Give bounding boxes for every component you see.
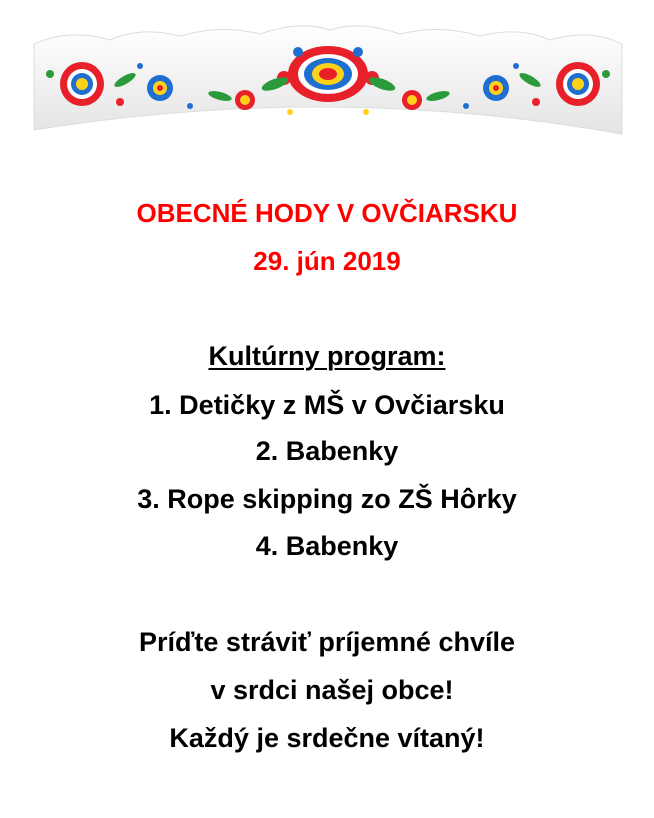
invitation-line-2: v srdci našej obce!: [210, 675, 454, 705]
program-item-2: 2. Babenky: [255, 436, 399, 466]
invitation-line-1: Príďte stráviť príjemné chvíle: [139, 627, 515, 657]
invitation-line-3: Každý je srdečne vítaný!: [169, 723, 485, 753]
event-title: OBECNÉ HODY V OVČIARSKU: [136, 198, 518, 228]
program-item-4: 4. Babenky: [255, 531, 399, 561]
program-heading-text: Kultúrny program:: [208, 341, 446, 371]
event-date: 29. jún 2019: [253, 246, 401, 276]
program-item-3: 3. Rope skipping zo ZŠ Hôrky: [137, 484, 517, 514]
folk-floral-ornament: [30, 22, 626, 142]
left-flower-icon: [60, 62, 104, 106]
program-heading: [0, 340, 654, 372]
right-flower-icon: [556, 62, 600, 106]
program-item-1: 1. Detičky z MŠ v Ovčiarsku: [149, 390, 505, 420]
